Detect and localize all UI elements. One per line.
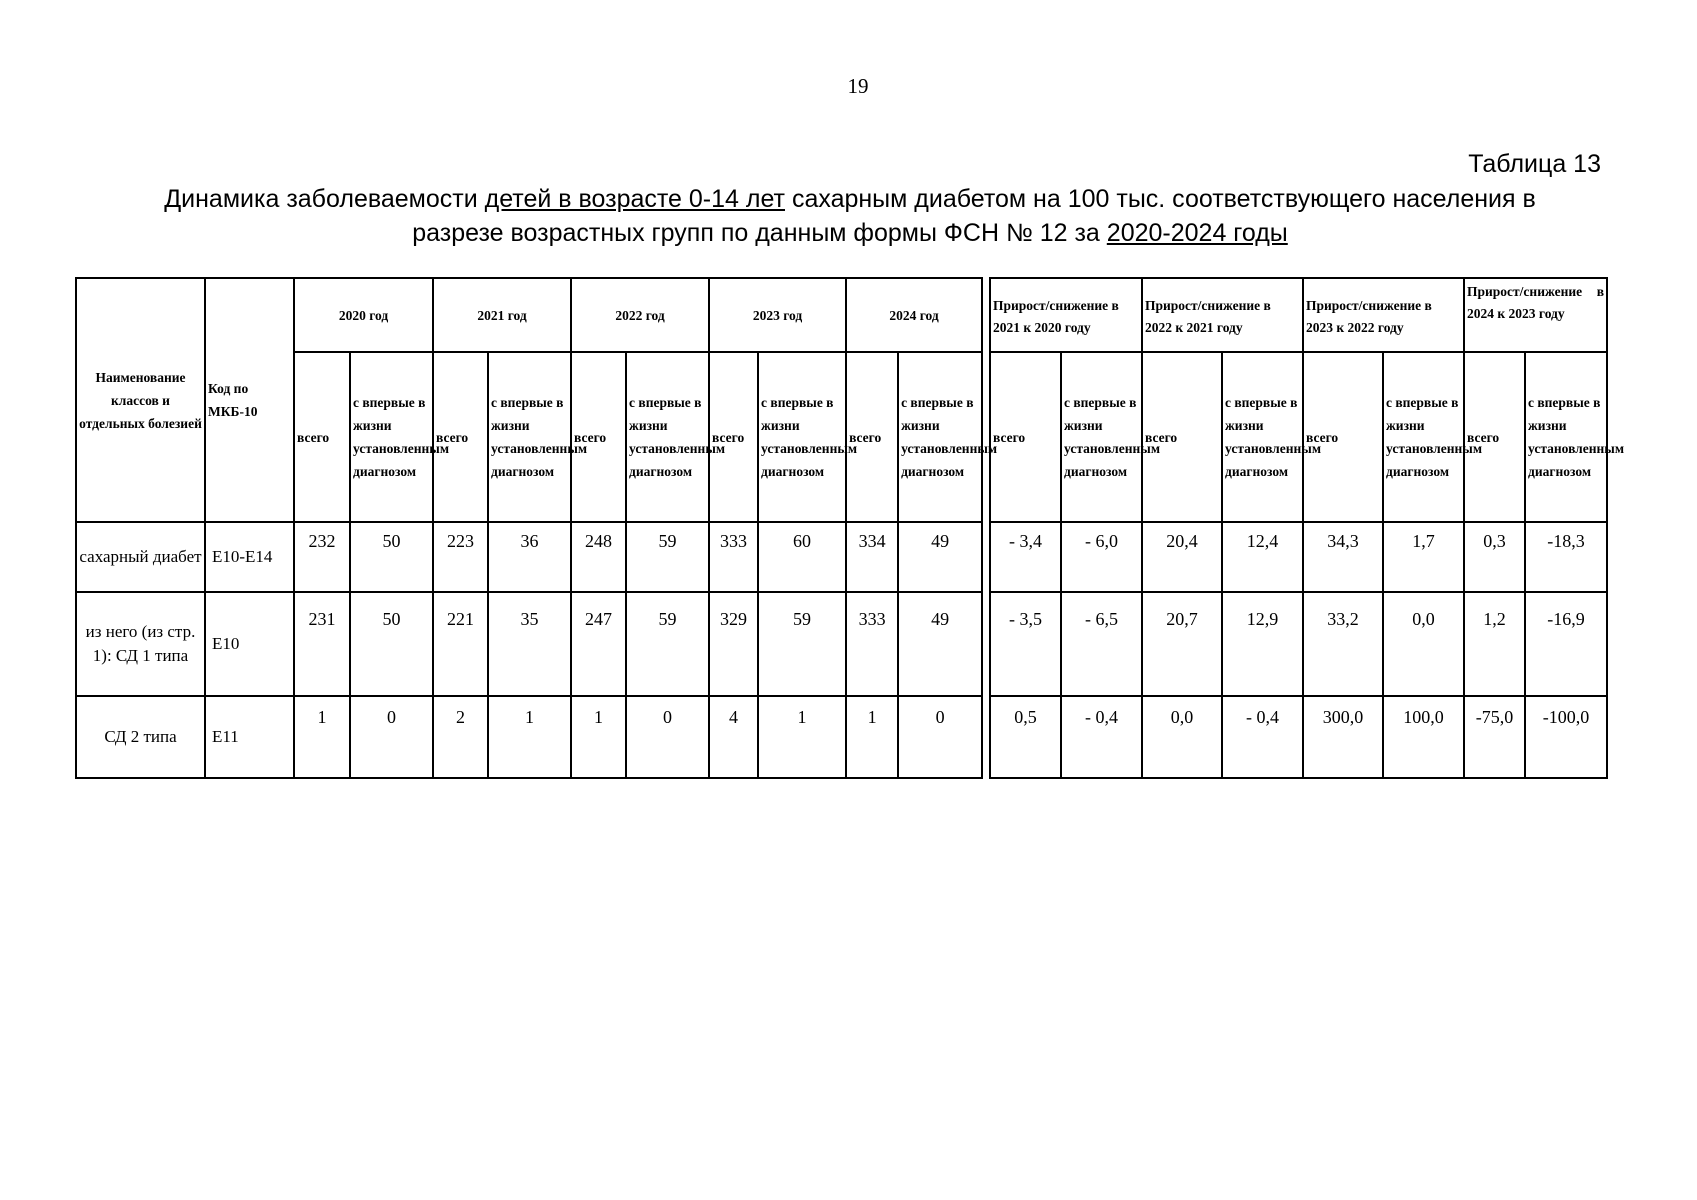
cell-growth: 0,0 [1383, 592, 1464, 696]
cell-value: 1 [488, 696, 571, 778]
page-number: 19 [847, 74, 869, 98]
header-year-2023: 2023 год [709, 278, 846, 352]
header-year-2024: 2024 год [846, 278, 982, 352]
header-first-diagnosed: с впервые в жизни установленным диагнозом [898, 352, 982, 522]
cell-growth: - 3,5 [990, 592, 1061, 696]
cell-value: 4 [709, 696, 758, 778]
header-code: Код по МКБ-10 [205, 278, 294, 522]
cell-growth: -75,0 [1464, 696, 1525, 778]
cell-growth: -100,0 [1525, 696, 1607, 778]
cell-value: 1 [846, 696, 898, 778]
cell-value: 1 [294, 696, 350, 778]
header-year-2021: 2021 год [433, 278, 571, 352]
cell-growth: - 0,4 [1061, 696, 1142, 778]
header-first-diagnosed: с впервые в жизни установленным диагнозом [1525, 352, 1607, 522]
cell-growth: 100,0 [1383, 696, 1464, 778]
header-name: Наименование классов и отдельных болезией [76, 278, 205, 522]
cell-value: 232 [294, 522, 350, 592]
title-part3: сахарным диабетом на 100 тыс. соответствующего населения в разрезе возрастных групп по данным формы ФСН № 12 за [412, 185, 1536, 247]
cell-growth: 33,2 [1303, 592, 1383, 696]
row-name: из него (из стр. 1): СД 1 типа [76, 592, 205, 696]
row-code: E10 [205, 592, 294, 696]
header-year-2020: 2020 год [294, 278, 433, 352]
cell-growth: 12,4 [1222, 522, 1303, 592]
header-first-diagnosed: с впервые в жизни установленным диагнозом [758, 352, 846, 522]
cell-growth: -18,3 [1525, 522, 1607, 592]
header-total: всего [294, 352, 350, 522]
cell-growth: 20,7 [1142, 592, 1222, 696]
cell-growth: - 6,0 [1061, 522, 1142, 592]
header-growth-2023: Прирост/снижение в 2023 к 2022 году [1303, 278, 1464, 352]
table-row [76, 592, 982, 696]
row-code: E11 [205, 696, 294, 778]
header-growth-2022: Прирост/снижение в 2022 к 2021 году [1142, 278, 1303, 352]
cell-value: 231 [294, 592, 350, 696]
incidence-table [75, 277, 998, 779]
cell-value: 59 [758, 592, 846, 696]
cell-growth: 34,3 [1303, 522, 1383, 592]
cell-value: 36 [488, 522, 571, 592]
cell-growth: - 3,4 [990, 522, 1061, 592]
title-part1: Динамика заболеваемости [164, 185, 485, 213]
cell-value: 334 [846, 522, 898, 592]
header-first-diagnosed: с впервые в жизни установленным диагнозом [350, 352, 433, 522]
title-part2: детей в возрасте 0-14 лет [484, 185, 785, 213]
table-row [76, 696, 982, 778]
cell-growth: 0,5 [990, 696, 1061, 778]
cell-growth: 12,9 [1222, 592, 1303, 696]
table-label: Таблица 13 [1468, 150, 1601, 178]
header-first-diagnosed: с впервые в жизни установленным диагнозом [1061, 352, 1142, 522]
table-row [76, 522, 982, 592]
cell-value: 223 [433, 522, 488, 592]
cell-growth: 1,2 [1464, 592, 1525, 696]
header-total: всего [846, 352, 898, 522]
header-year-2022: 2022 год [571, 278, 709, 352]
cell-growth: - 6,5 [1061, 592, 1142, 696]
row-name: сахарный диабет [76, 522, 205, 592]
cell-value: 0 [898, 696, 982, 778]
header-growth-2021: Прирост/снижение в 2021 к 2020 году [990, 278, 1142, 352]
cell-value: 50 [350, 522, 433, 592]
table-row [990, 522, 1607, 592]
cell-growth: - 0,4 [1222, 696, 1303, 778]
cell-value: 333 [709, 522, 758, 592]
cell-value: 60 [758, 522, 846, 592]
header-total: всего [571, 352, 626, 522]
header-total: всего [1464, 352, 1525, 522]
header-total: всего [990, 352, 1061, 522]
cell-value: 0 [350, 696, 433, 778]
table-title [120, 182, 1580, 250]
cell-value: 2 [433, 696, 488, 778]
row-name: СД 2 типа [76, 696, 205, 778]
cell-value: 329 [709, 592, 758, 696]
cell-value: 248 [571, 522, 626, 592]
cell-value: 221 [433, 592, 488, 696]
cell-growth: 1,7 [1383, 522, 1464, 592]
cell-value: 0 [626, 696, 709, 778]
cell-value: 50 [350, 592, 433, 696]
header-total: всего [709, 352, 758, 522]
table-row [990, 696, 1607, 778]
table-row [990, 592, 1607, 696]
cell-value: 59 [626, 592, 709, 696]
cell-value: 247 [571, 592, 626, 696]
title-part4: 2020-2024 годы [1106, 219, 1288, 247]
cell-value: 49 [898, 592, 982, 696]
header-first-diagnosed: с впервые в жизни установленным диагнозом [488, 352, 571, 522]
header-first-diagnosed: с впервые в жизни установленным диагнозом [1383, 352, 1464, 522]
cell-value: 1 [571, 696, 626, 778]
cell-value: 333 [846, 592, 898, 696]
header-first-diagnosed: с впервые в жизни установленным диагнозом [1222, 352, 1303, 522]
cell-value: 35 [488, 592, 571, 696]
cell-value: 1 [758, 696, 846, 778]
cell-growth: 0,3 [1464, 522, 1525, 592]
header-total: всего [433, 352, 488, 522]
header-total: всего [1142, 352, 1222, 522]
cell-growth: 300,0 [1303, 696, 1383, 778]
cell-growth: 20,4 [1142, 522, 1222, 592]
header-growth-2024: Прирост/снижение в 2024 к 2023 году [1464, 278, 1607, 352]
row-code: E10-E14 [205, 522, 294, 592]
header-total: всего [1303, 352, 1383, 522]
cell-growth: 0,0 [1142, 696, 1222, 778]
cell-value: 49 [898, 522, 982, 592]
cell-value: 59 [626, 522, 709, 592]
cell-growth: -16,9 [1525, 592, 1607, 696]
header-first-diagnosed: с впервые в жизни установленным диагнозом [626, 352, 709, 522]
growth-table [989, 277, 1625, 779]
